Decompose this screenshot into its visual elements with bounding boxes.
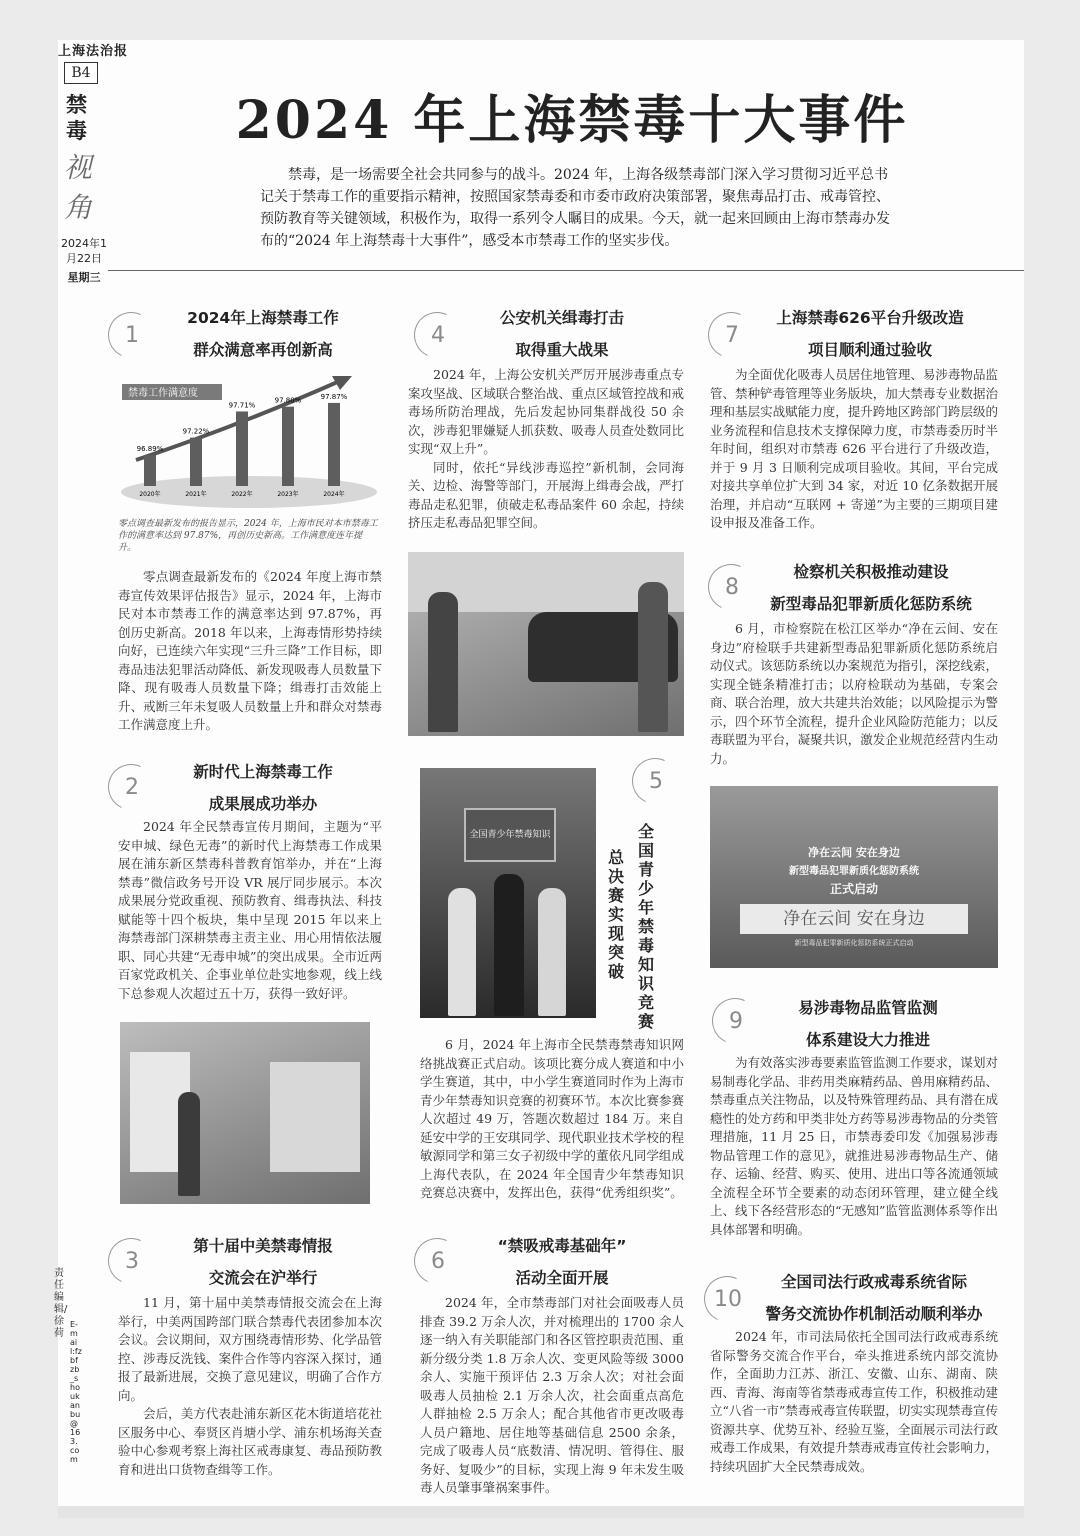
event-number-2: 2 (112, 768, 152, 808)
event-body-7: 为全面优化吸毒人员居住地管理、易涉毒物品监管、禁种铲毒管理等业务版块，加大禁毒专业数据治理和基层实战赋能力度，提升跨地区跨部门跨层级的业务流程和信息技术支撑保障力度，市禁毒委历时半年时间，组织对市禁毒 626 平台进行了升级改造，并于 9 月 3 日顺利完成项目验收。其间，平台完成对接共享单位扩大到 34 家，对近 10 亿条数据开展治理，并启动“互联网 + 寄递”为主要的三期项目建设申报及准备工作。 (710, 367, 998, 530)
student-figure-1 (448, 888, 476, 1016)
police-operation-photo (408, 552, 684, 736)
event-number-7: 7 (712, 316, 752, 356)
page-edge (58, 1506, 1024, 1518)
category-label-2023年: 2023年 (277, 491, 299, 498)
chart-title: 禁毒工作满意度 (128, 388, 198, 399)
event-heading-10: 全国司法行政戒毒系统省际 警务交流协作机制活动顺利举办 (765, 1273, 983, 1323)
ceremony-screen-text-3: 正式启动 (829, 882, 878, 896)
launch-ceremony-photo (710, 786, 998, 968)
header-divider (108, 270, 1024, 271)
editor-credit: 责任编辑/徐荷 (54, 1268, 68, 1339)
masthead: 上海法治报 (58, 44, 129, 59)
event-heading-5-line1: 全国青少年禁毒知识竞赛 (638, 822, 655, 1031)
event-number-5: 5 (636, 762, 676, 802)
bar-label-2023年: 97.80% (274, 396, 302, 405)
student-figure-2 (538, 888, 566, 1016)
page-title: 2024 年上海禁毒十大事件 (235, 90, 909, 151)
category-label-2021年: 2021年 (185, 491, 207, 498)
exhibit-board-2 (270, 1062, 360, 1172)
section-subtitle: 视角 (64, 151, 93, 224)
contest-banner: 全国青少年禁毒知识 (464, 808, 556, 862)
quiz-contest-photo (420, 768, 596, 1018)
event-number-10: 10 (708, 1280, 748, 1320)
event-heading-9: 易涉毒物品监管监测 体系建设大力推进 (798, 999, 938, 1049)
officer-figure-1 (428, 592, 458, 732)
event-number-4: 4 (418, 316, 458, 356)
bar-label-2020年: 96.89% (136, 445, 164, 454)
date-text: 2024年1月22日 (61, 237, 107, 265)
bar-2023年 (282, 407, 294, 486)
event-heading-4: 公安机关缉毒打击 取得重大战果 (499, 309, 624, 359)
event-body-2: 2024 年全民禁毒宣传月期间，主题为“平安申城、绿色无毒”的新时代上海禁毒工作成果展在浦东新区禁毒科普教育馆举办，并在“上海禁毒”微信政务号开设 VR 展厅同步展示。本次成果展分党政重视、预防教育、缉毒执法、科技赋能等十四个板块，集中呈现 2015 年以来上海禁毒部门深耕禁毒主责主业、用心用情依法履职、同心共建“无毒申城”的突出成果。全市近两百家党政机关、企事业单位赴实地参观，线上线下总参观人次超过五十万，获得一致好评。 (118, 819, 382, 1001)
bar-label-2022年: 97.71% (228, 401, 256, 410)
event-heading-7: 上海禁毒626平台升级改造 项目顺利通过验收 (776, 309, 964, 359)
chart-caption: 零点调查最新发布的报告显示，2024 年，上海市民对本市禁毒工作的满意率达到 97.87%，再创历史新高。工作满意度连年提升。 (118, 519, 378, 553)
ceremony-stage-subtext: 新型毒品犯罪新质化惩防系统正式启动 (794, 939, 914, 947)
event-heading-3: 第十届中美禁毒情报 交流会在沪举行 (193, 1237, 333, 1287)
event-body-9: 为有效落实涉毒要素监管监测工作要求，谋划对易制毒化学品、非药用类麻精药品、兽用麻精药品、禁毒重点关注物品，以及特殊管理药品、具有潜在成瘾性的处方药和甲类非处方药等易涉毒物品的分类管理措施，11 月 25 日，市禁毒委印发《加强易涉毒物品管理工作的意见》，就推进易涉毒物品生产、储存、运输、经营、购买、使用、进出口等各流通领域全流程全环节全要素的动态闭环管理，建立健全线上、线下各经营形态的“无感知”监管监测体系等作出具体部署和明确。 (710, 1055, 998, 1237)
bar-label-2024年: 97.87% (320, 392, 348, 401)
ceremony-screen-text-2: 新型毒品犯罪新质化惩防系统 (789, 866, 919, 877)
officer-figure-2 (638, 582, 668, 732)
event-number-8: 8 (712, 568, 752, 608)
event-heading-2: 新时代上海禁毒工作 成果展成功举办 (193, 763, 333, 813)
host-figure (494, 874, 524, 1016)
event-body-1: 零点调查最新发布的《2024 年度上海市禁毒宣传效果评估报告》显示，2024 年，上海市民对本市禁毒工作的满意率达到 97.87%，再创历史新高。2018 年以来，上海毒情形势持续向好，已连续六年实现“三升三降”工作目标，即毒品违法犯罪活动降低、新发现吸毒人员数量下降、现有吸毒人员数量下降；缉毒打击效能上升、戒断三年未复吸人员数量上升和群众对禁毒工作满意度上升。 (118, 569, 382, 732)
bar-2021年 (190, 438, 202, 486)
event-heading-5-line2: 总决赛实现突破 (608, 848, 625, 981)
exhibition-photo (120, 1022, 370, 1204)
category-label-2020年: 2020年 (139, 491, 161, 498)
category-label-2022年: 2022年 (231, 491, 253, 498)
event-body-8: 6 月，市检察院在松江区举办“净在云间、安在身边”府检联手共建新型毒品犯罪新质化惩防系统启动仪式。该惩防系统以办案规范为指引，深挖线索，实现全链条精准打击；以府检联动为基础，专案会商、联合治理，放大共建共治效能；以风险提示为警示，四个环节全流程，提升企业风险防范能力；以反毒联盟为平台，凝聚共识，激发企业规范经营内生动力。 (710, 621, 998, 766)
event-number-9: 9 (716, 1002, 756, 1042)
weekday-text: 星期三 (67, 271, 101, 284)
event-body-4: 2024 年，上海公安机关严厉开展涉毒重点专案攻坚战、区域联合整治战、重点区域管控战和戒毒场所防治理战，先后发起协同集群战役 50 余次，涉毒犯罪嫌疑人抓获数、吸毒人员查处数同比实现“双上升”。 同时，依托“异线涉毒巡控”新机制，会同海关、边检、海警等部门，开展海上缉毒会战，严打毒品走私犯罪，侦破走私毒品案件 60 余起，持续挤压走私毒品犯罪空间。 (408, 367, 684, 530)
event-body-3: 11 月，第十届中美禁毒情报交流会在上海举行，中美两国跨部门联合禁毒代表团参加本次会议。会议期间，双方围绕毒情形势、化学品管控、涉毒反洗钱、案件合作等内容深入探讨，通报了最新进展，交换了意见建议，明确了合作方向。 会后，美方代表赴浦东新区花木街道培花社区服务中心、奉贤区肖塘小学、浦东机场海关查验中心参观考察上海社区戒毒康复、毒品预防教育和进出口货物查缉等工作。 (118, 1295, 382, 1477)
bar-label-2021年: 97.22% (182, 427, 210, 436)
intro-paragraph: 禁毒，是一场需要全社会共同参与的战斗。2024 年，上海各级禁毒部门深入学习贯彻习近平总书记关于禁毒工作的重要指示精神，按照国家禁毒委和市委市政府决策部署，聚焦毒品打击、戒毒管控、预防教育等关键领域，积极作为，取得一系列令人瞩目的成果。今天，就一起来回顾由上海市禁毒办发布的“2024 年上海禁毒十大事件”，感受本市禁毒工作的坚实步伐。 (260, 167, 890, 249)
event-number-1: 1 (112, 316, 152, 356)
event-heading-6: “禁吸戒毒基础年” 活动全面开展 (497, 1237, 627, 1287)
section-title: 禁毒 (66, 92, 87, 143)
event-number-3: 3 (112, 1242, 152, 1282)
editor-email: E-mail:fzbfzb_shoukanbu@163.com (70, 1320, 82, 1464)
satisfaction-chart (118, 374, 380, 514)
bar-2022年 (236, 411, 248, 486)
event-heading-1: 2024年上海禁毒工作 群众满意率再创新高 (187, 309, 339, 359)
ceremony-screen-text-1: 净在云间 安在身边 (808, 846, 900, 859)
bar-2020年 (144, 455, 156, 486)
category-label-2024年: 2024年 (323, 491, 345, 498)
event-heading-8: 检察机关积极推动建设 新型毒品犯罪新质化惩防系统 (770, 563, 972, 613)
event-body-5: 6 月，2024 年上海市全民禁毒禁毒知识网络挑战赛正式启动。该项比赛分成人赛道和中小学生赛道，其中，中小学生赛道同时作为上海市青少年禁毒知识竞赛的初赛环节。本次比赛参赛人次超过 49 万，答题次数超过 184 万。来自延安中学的王安琪同学、现代职业技术学校的程敏源同学和第三女子初级中学的董依凡同学组成上海代表队，在 2024 年全国青少年禁毒知识竞赛总决赛中，发挥出色，获得“优秀组织奖”。 (420, 1037, 684, 1200)
event-number-6: 6 (418, 1242, 458, 1282)
ceremony-stage-text: 净在云间 安在身边 (740, 904, 968, 934)
visitor-figure (178, 1092, 200, 1196)
bar-2024年 (328, 403, 340, 486)
page-number: B4 (64, 62, 98, 84)
issue-date (58, 236, 110, 285)
event-body-6: 2024 年，全市禁毒部门对社会面吸毒人员排查 39.2 万余人次，并对梳理出的 1700 余人逐一纳入有关职能部门和各区管控职责范围、重新分级分类 1.8 万余人次、变更风险等级 3000 余人、实施干预评估 2.3 万余人次；对社会面吸毒人员抽检 2.1 万余人次，社会面重点高危人群抽检 2.5 万余人；配合其他省市更改吸毒人员户籍地、居住地等基础信息 2500 余条，完成了吸毒人员“底数清、情况明、管得住、服务好、复吸少”的目标，实现上海 9 年未发生吸毒人员肇事肇祸案事件。 (420, 1295, 684, 1495)
event-body-10: 2024 年，市司法局依托全国司法行政戒毒系统省际警务交流合作平台，牵头推进系统内部交流协作，全面助力江苏、浙江、安徽、山东、湖南、陕西、青海、海南等省禁毒戒毒宣传工作，积极推动建立“八省一市”禁毒戒毒宣传联盟，切实实现禁毒宣传资源共享、优势互补、经验互鉴，全面展示司法行政戒毒工作成果，有效提升禁毒戒毒宣传社会影响力，持续巩固扩大全民禁毒成效。 (710, 1329, 998, 1474)
